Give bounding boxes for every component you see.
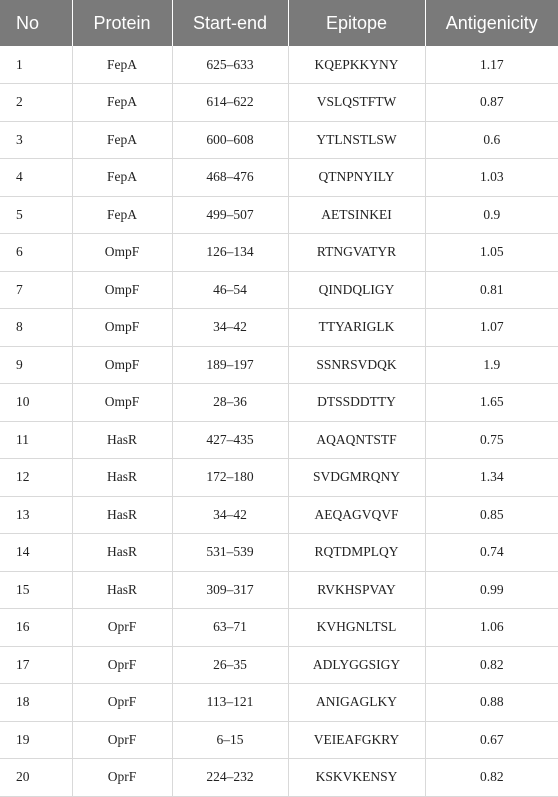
cell-antigenicity: 0.9 — [425, 196, 558, 234]
cell-protein: OprF — [72, 721, 172, 759]
cell-antigenicity: 1.06 — [425, 609, 558, 647]
cell-epitope: TTYARIGLK — [288, 309, 425, 347]
cell-protein: HasR — [72, 571, 172, 609]
cell-no: 2 — [0, 84, 72, 122]
table-row — [0, 196, 558, 234]
table-row — [0, 496, 558, 534]
cell-antigenicity: 1.07 — [425, 309, 558, 347]
header-no: No — [0, 0, 72, 46]
cell-epitope: SVDGMRQNY — [288, 459, 425, 497]
cell-no: 11 — [0, 421, 72, 459]
cell-antigenicity: 0.88 — [425, 684, 558, 722]
cell-epitope: YTLNSTLSW — [288, 121, 425, 159]
cell-epitope: RQTDMPLQY — [288, 534, 425, 572]
cell-start-end: 126–134 — [172, 234, 288, 272]
table-row — [0, 234, 558, 272]
cell-antigenicity: 1.17 — [425, 46, 558, 84]
cell-no: 15 — [0, 571, 72, 609]
cell-protein: HasR — [72, 496, 172, 534]
cell-start-end: 63–71 — [172, 609, 288, 647]
cell-start-end: 224–232 — [172, 759, 288, 797]
cell-epitope: RTNGVATYR — [288, 234, 425, 272]
cell-antigenicity: 0.82 — [425, 759, 558, 797]
cell-no: 18 — [0, 684, 72, 722]
cell-protein: HasR — [72, 459, 172, 497]
cell-protein: OmpF — [72, 346, 172, 384]
table-row — [0, 271, 558, 309]
cell-no: 4 — [0, 159, 72, 197]
table-row — [0, 759, 558, 797]
cell-antigenicity: 0.99 — [425, 571, 558, 609]
header-start-end: Start-end — [172, 0, 288, 46]
cell-epitope: ADLYGGSIGY — [288, 646, 425, 684]
table-row — [0, 684, 558, 722]
cell-epitope: QTNPNYILY — [288, 159, 425, 197]
cell-no: 13 — [0, 496, 72, 534]
cell-no: 14 — [0, 534, 72, 572]
cell-protein: OmpF — [72, 384, 172, 422]
cell-no: 7 — [0, 271, 72, 309]
cell-no: 17 — [0, 646, 72, 684]
cell-no: 16 — [0, 609, 72, 647]
header-protein: Protein — [72, 0, 172, 46]
cell-antigenicity: 0.85 — [425, 496, 558, 534]
cell-protein: FepA — [72, 159, 172, 197]
cell-epitope: QINDQLIGY — [288, 271, 425, 309]
table-row — [0, 121, 558, 159]
cell-protein: FepA — [72, 121, 172, 159]
header-antigenicity: Antigenicity — [425, 0, 558, 46]
cell-protein: OprF — [72, 684, 172, 722]
cell-protein: FepA — [72, 46, 172, 84]
cell-protein: OprF — [72, 759, 172, 797]
cell-epitope: AETSINKEI — [288, 196, 425, 234]
cell-no: 8 — [0, 309, 72, 347]
cell-protein: HasR — [72, 421, 172, 459]
cell-start-end: 614–622 — [172, 84, 288, 122]
table-row — [0, 646, 558, 684]
table-row — [0, 309, 558, 347]
cell-start-end: 189–197 — [172, 346, 288, 384]
cell-protein: FepA — [72, 84, 172, 122]
cell-no: 5 — [0, 196, 72, 234]
table-row — [0, 384, 558, 422]
cell-epitope: KQEPKKYNY — [288, 46, 425, 84]
cell-no: 12 — [0, 459, 72, 497]
cell-start-end: 499–507 — [172, 196, 288, 234]
cell-start-end: 600–608 — [172, 121, 288, 159]
cell-start-end: 309–317 — [172, 571, 288, 609]
cell-antigenicity: 0.67 — [425, 721, 558, 759]
cell-epitope: VEIEAFGKRY — [288, 721, 425, 759]
table-row — [0, 534, 558, 572]
table-row — [0, 84, 558, 122]
cell-start-end: 172–180 — [172, 459, 288, 497]
cell-antigenicity: 1.65 — [425, 384, 558, 422]
table-row — [0, 571, 558, 609]
cell-epitope: ANIGAGLKY — [288, 684, 425, 722]
cell-epitope: DTSSDDTTY — [288, 384, 425, 422]
cell-no: 3 — [0, 121, 72, 159]
cell-no: 10 — [0, 384, 72, 422]
cell-start-end: 34–42 — [172, 309, 288, 347]
cell-protein: HasR — [72, 534, 172, 572]
cell-antigenicity: 0.82 — [425, 646, 558, 684]
cell-start-end: 34–42 — [172, 496, 288, 534]
header-epitope: Epitope — [288, 0, 425, 46]
cell-antigenicity: 0.6 — [425, 121, 558, 159]
cell-protein: OmpF — [72, 271, 172, 309]
table-row — [0, 346, 558, 384]
cell-no: 6 — [0, 234, 72, 272]
table-row — [0, 421, 558, 459]
cell-antigenicity: 0.74 — [425, 534, 558, 572]
cell-start-end: 531–539 — [172, 534, 288, 572]
cell-start-end: 46–54 — [172, 271, 288, 309]
table-row — [0, 46, 558, 84]
cell-epitope: KSKVKENSY — [288, 759, 425, 797]
table-body — [0, 46, 558, 796]
table-row — [0, 609, 558, 647]
cell-start-end: 113–121 — [172, 684, 288, 722]
cell-start-end: 427–435 — [172, 421, 288, 459]
cell-antigenicity: 1.34 — [425, 459, 558, 497]
cell-protein: OprF — [72, 609, 172, 647]
cell-protein: OprF — [72, 646, 172, 684]
cell-epitope: SSNRSVDQK — [288, 346, 425, 384]
cell-epitope: KVHGNLTSL — [288, 609, 425, 647]
cell-antigenicity: 1.05 — [425, 234, 558, 272]
cell-start-end: 26–35 — [172, 646, 288, 684]
table-row — [0, 459, 558, 497]
cell-epitope: VSLQSTFTW — [288, 84, 425, 122]
cell-no: 20 — [0, 759, 72, 797]
cell-start-end: 468–476 — [172, 159, 288, 197]
cell-no: 19 — [0, 721, 72, 759]
header-row — [0, 0, 558, 46]
cell-start-end: 28–36 — [172, 384, 288, 422]
cell-start-end: 625–633 — [172, 46, 288, 84]
cell-antigenicity: 0.87 — [425, 84, 558, 122]
cell-protein: FepA — [72, 196, 172, 234]
cell-epitope: AQAQNTSTF — [288, 421, 425, 459]
table-row — [0, 159, 558, 197]
cell-no: 1 — [0, 46, 72, 84]
cell-antigenicity: 0.75 — [425, 421, 558, 459]
table-row — [0, 721, 558, 759]
table-header — [0, 0, 558, 46]
cell-epitope: RVKHSPVAY — [288, 571, 425, 609]
cell-antigenicity: 1.9 — [425, 346, 558, 384]
cell-antigenicity: 0.81 — [425, 271, 558, 309]
cell-protein: OmpF — [72, 309, 172, 347]
cell-no: 9 — [0, 346, 72, 384]
cell-protein: OmpF — [72, 234, 172, 272]
cell-antigenicity: 1.03 — [425, 159, 558, 197]
cell-start-end: 6–15 — [172, 721, 288, 759]
cell-epitope: AEQAGVQVF — [288, 496, 425, 534]
